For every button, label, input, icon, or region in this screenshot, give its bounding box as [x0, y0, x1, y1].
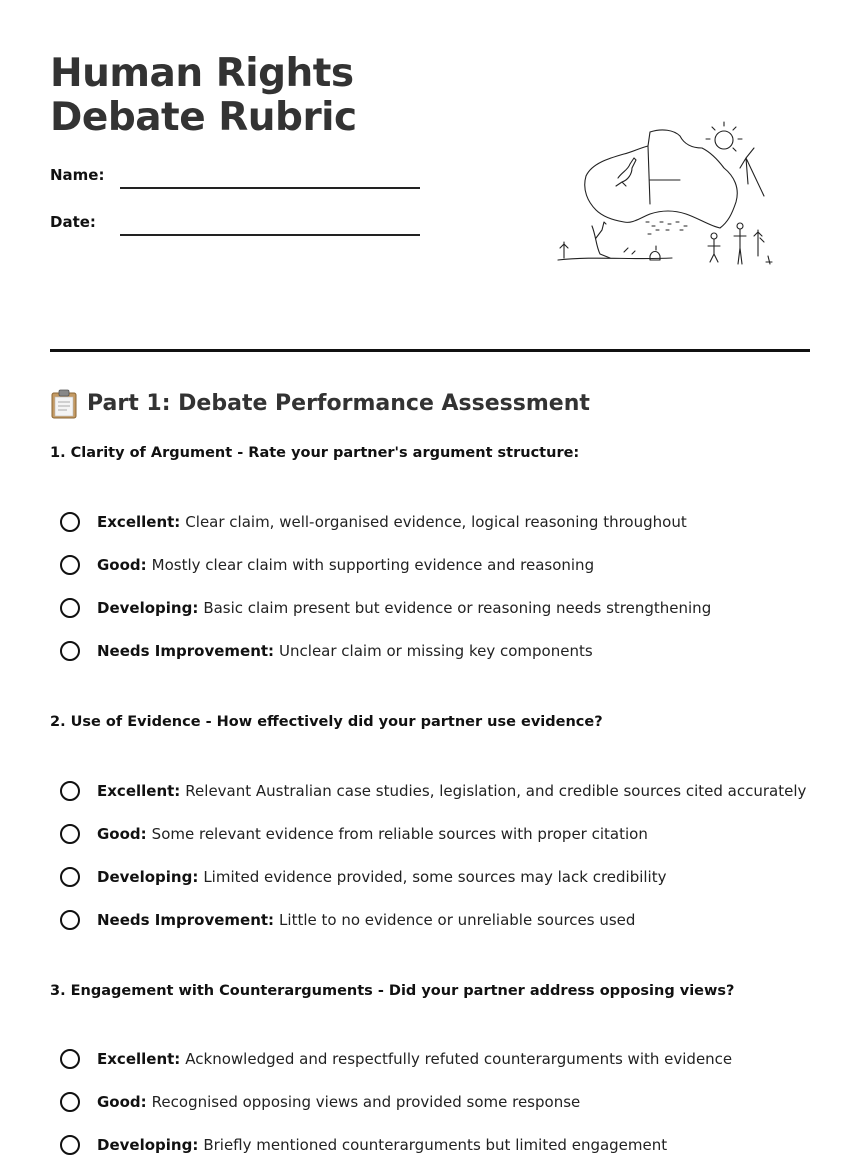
option-label: Good: — [97, 556, 147, 574]
australia-map-illustration — [552, 118, 784, 276]
q1-option-excellent[interactable] — [60, 509, 687, 535]
option-description: Unclear claim or missing key components — [279, 642, 593, 660]
section-divider — [50, 349, 810, 352]
radio-button[interactable] — [60, 555, 80, 575]
option-description: Basic claim present but evidence or reasoning needs strengthening — [203, 599, 712, 617]
clipboard-icon — [50, 389, 78, 419]
q2-option-needs-improvement[interactable] — [60, 907, 635, 933]
option-description: Limited evidence provided, some sources may lack credibility — [203, 868, 667, 886]
option-label: Developing: — [97, 868, 199, 886]
q3-option-good[interactable] — [60, 1089, 580, 1115]
option-label: Developing: — [97, 1136, 199, 1154]
q1-option-good[interactable] — [60, 552, 594, 578]
option-label: Developing: — [97, 599, 199, 617]
option-label: Excellent: — [97, 513, 181, 531]
q2-option-good[interactable] — [60, 821, 648, 847]
section-title — [50, 388, 590, 420]
name-field[interactable] — [120, 187, 420, 189]
date-field[interactable] — [120, 234, 420, 236]
option-description: Relevant Australian case studies, legislation, and credible sources cited accurately — [185, 782, 807, 800]
section-title-text: Part 1: Debate Performance Assessment — [87, 391, 590, 416]
option-label: Needs Improvement: — [97, 642, 275, 660]
radio-button[interactable] — [60, 910, 80, 930]
q1-option-developing[interactable] — [60, 595, 711, 621]
radio-button[interactable] — [60, 1135, 80, 1155]
q3-option-excellent[interactable] — [60, 1046, 732, 1072]
radio-button[interactable] — [60, 1092, 80, 1112]
question-2: 2. Use of Evidence - How effectively did your partner use evidence? — [50, 714, 603, 730]
option-label: Good: — [97, 1093, 147, 1111]
radio-button[interactable] — [60, 1049, 80, 1069]
radio-button[interactable] — [60, 512, 80, 532]
option-description: Little to no evidence or unreliable sources used — [279, 911, 636, 929]
option-description: Acknowledged and respectfully refuted counterarguments with evidence — [185, 1050, 733, 1068]
radio-button[interactable] — [60, 824, 80, 844]
option-description: Some relevant evidence from reliable sources with proper citation — [151, 825, 648, 843]
option-label: Excellent: — [97, 782, 181, 800]
radio-button[interactable] — [60, 641, 80, 661]
q2-option-developing[interactable] — [60, 864, 666, 890]
date-label: Date: — [50, 213, 96, 231]
q2-option-excellent[interactable] — [60, 778, 806, 804]
page-title: Human Rights Debate Rubric — [50, 51, 357, 140]
q1-option-needs-improvement[interactable] — [60, 638, 593, 664]
option-label: Excellent: — [97, 1050, 181, 1068]
name-label: Name: — [50, 166, 105, 184]
option-description: Recognised opposing views and provided some response — [151, 1093, 581, 1111]
question-3: 3. Engagement with Counterarguments - Did your partner address opposing views? — [50, 983, 735, 999]
option-label: Good: — [97, 825, 147, 843]
option-label: Needs Improvement: — [97, 911, 275, 929]
option-description: Briefly mentioned counterarguments but limited engagement — [203, 1136, 668, 1154]
option-description: Mostly clear claim with supporting evidence and reasoning — [151, 556, 595, 574]
question-1: 1. Clarity of Argument - Rate your partner's argument structure: — [50, 445, 580, 461]
radio-button[interactable] — [60, 781, 80, 801]
radio-button[interactable] — [60, 867, 80, 887]
q3-option-developing[interactable] — [60, 1132, 667, 1158]
radio-button[interactable] — [60, 598, 80, 618]
option-description: Clear claim, well-organised evidence, logical reasoning throughout — [185, 513, 687, 531]
